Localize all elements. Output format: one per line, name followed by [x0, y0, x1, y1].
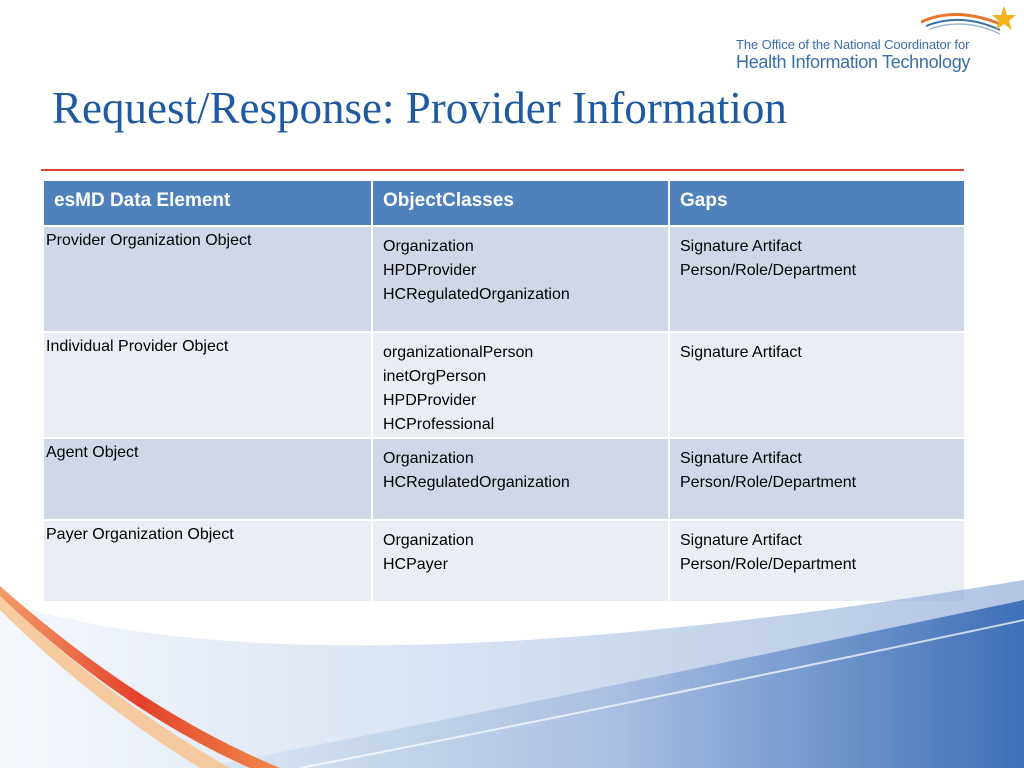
- decorative-swoosh: [0, 560, 1024, 768]
- object-classes-cell: [372, 226, 669, 332]
- object-class: HPDProvider: [383, 262, 477, 279]
- object-class: HCProfessional: [383, 416, 495, 433]
- gap-item: Signature Artifact: [680, 450, 802, 467]
- gap-item: Signature Artifact: [680, 532, 802, 549]
- element-name: Provider Organization Object: [46, 232, 252, 249]
- gap-item: Signature Artifact: [680, 344, 802, 361]
- object-class: HCPayer: [383, 556, 448, 573]
- onc-logo: [736, 4, 1020, 74]
- object-class: organizationalPerson: [383, 344, 534, 361]
- element-name: Payer Organization Object: [46, 526, 234, 543]
- gap-item: Person/Role/Department: [680, 262, 857, 279]
- element-name: Agent Object: [46, 444, 139, 461]
- object-classes-cell: [372, 438, 669, 520]
- gaps-cell: [669, 226, 965, 332]
- element-cell: [43, 438, 372, 520]
- element-cell: [43, 332, 372, 438]
- gap-item: Person/Role/Department: [680, 474, 857, 491]
- object-class: HCRegulatedOrganization: [383, 286, 570, 303]
- object-class: inetOrgPerson: [383, 368, 487, 385]
- gap-item: Signature Artifact: [680, 238, 802, 255]
- gaps-cell: [669, 438, 965, 520]
- title-divider: [41, 169, 964, 171]
- header-gaps: Gaps: [669, 180, 965, 226]
- table-row: [43, 332, 965, 438]
- object-class: Organization: [383, 238, 474, 255]
- logo-line1: The Office of the National Coordinator for: [736, 37, 970, 52]
- star-icon: [992, 6, 1016, 30]
- logo-line2: Health Information Technology: [736, 52, 971, 72]
- slide-title: Request/Response: Provider Information: [52, 83, 787, 133]
- header-esmd-data-element: esMD Data Element: [43, 180, 372, 226]
- object-class: HPDProvider: [383, 392, 477, 409]
- table-row: [43, 226, 965, 332]
- header-object-classes: ObjectClasses: [372, 180, 669, 226]
- table-header-row: [43, 180, 965, 226]
- element-name: Individual Provider Object: [46, 338, 229, 355]
- table-row: [43, 438, 965, 520]
- object-classes-cell: [372, 332, 669, 438]
- gaps-cell: [669, 332, 965, 438]
- gap-item: Person/Role/Department: [680, 556, 857, 573]
- object-class: HCRegulatedOrganization: [383, 474, 570, 491]
- provider-info-table: [42, 179, 966, 603]
- element-cell: [43, 226, 372, 332]
- object-class: Organization: [383, 450, 474, 467]
- object-class: Organization: [383, 532, 474, 549]
